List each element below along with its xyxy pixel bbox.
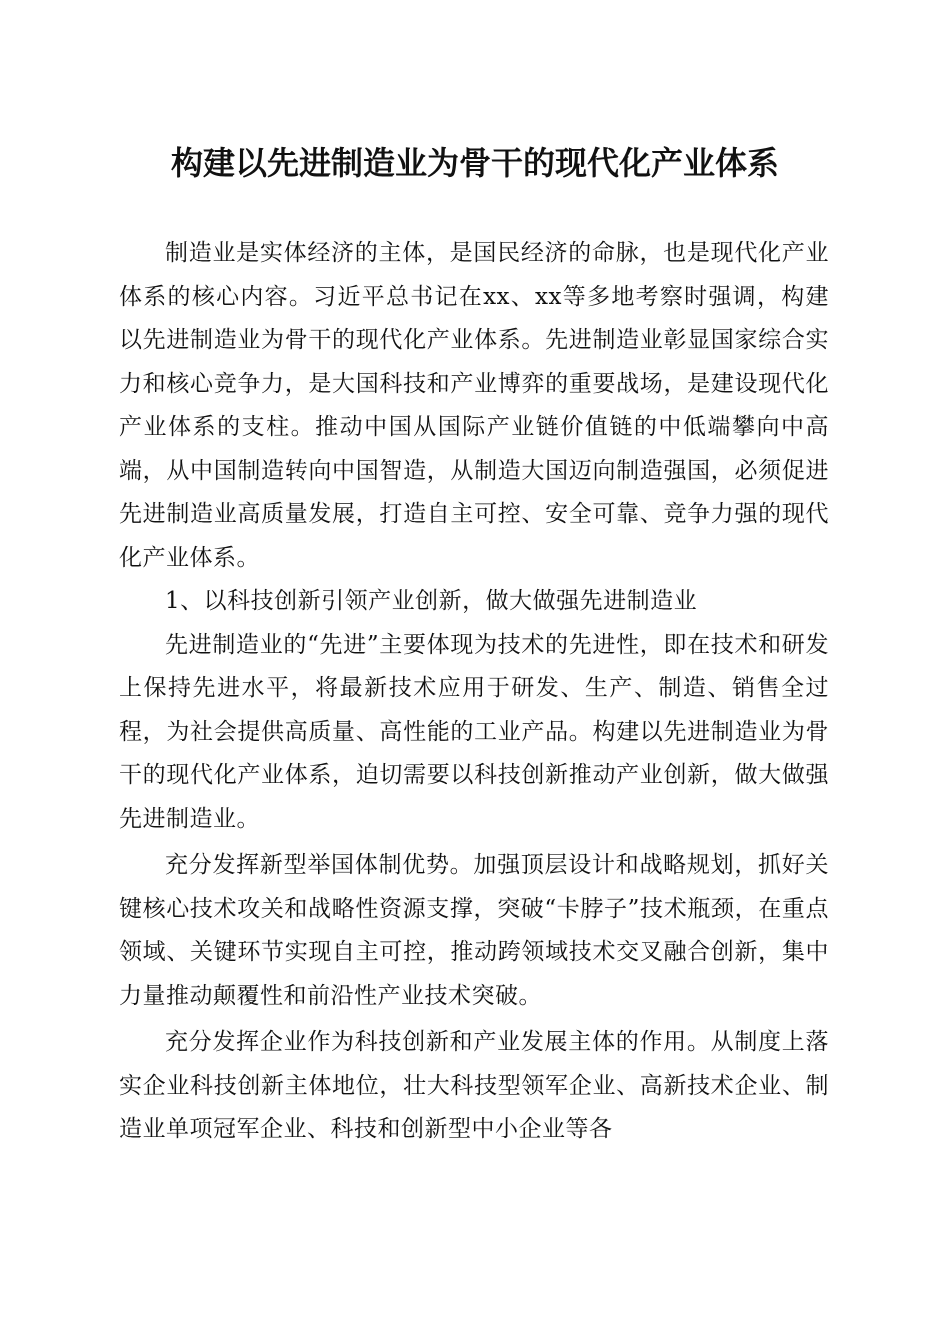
paragraph-enterprise-role: 充分发挥企业作为科技创新和产业发展主体的作用。从制度上落实企业科技创新主体地位，壮大科技型领军企业、高新技术企业、制造业单项冠军企业、科技和创新型中小企业等各 (119, 1029, 829, 1142)
section-heading-1: 1、以科技创新引领产业创新，做大做强先进制造业 (165, 588, 698, 614)
document-title: 构建以先进制造业为骨干的现代化产业体系 (170, 144, 779, 182)
paragraph-intro: 制造业是实体经济的主体，是国民经济的命脉，也是现代化产业体系的核心内容。习近平总书记在xx、xx等多地考察时强调，构建以先进制造业为骨干的现代化产业体系。先进制造业彰显国家综合实力和核心竞争力，是大国科技和产业博弈的重要战场，是建设现代化产业体系的支柱。推动中国从国际产业链价值链的中低端攀向中高端，从中国制造转向中国智造，从制造大国迈向制造强国，必须促进先进制造业高质量发展，打造自主可控、安全可靠、竞争力强的现代化产业体系。 (119, 240, 829, 571)
paragraph-advanced-tech: 先进制造业的“先进”主要体现为技术的先进性，即在技术和研发上保持先进水平，将最新技术应用于研发、生产、制造、销售全过程，为社会提供高质量、高性能的工业产品。构建以先进制造业为骨干的现代化产业体系，迫切需要以科技创新推动产业创新，做大做强先进制造业。 (119, 631, 829, 832)
paragraph-national-system: 充分发挥新型举国体制优势。加强顶层设计和战略规划，抓好关键核心技术攻关和战略性资源支撑，突破“卡脖子”技术瓶颈，在重点领域、关键环节实现自主可控，推动跨领域技术交叉融合创新，集中力量推动颠覆性和前沿性产业技术突破。 (119, 852, 829, 1009)
document-body (119, 232, 829, 1152)
